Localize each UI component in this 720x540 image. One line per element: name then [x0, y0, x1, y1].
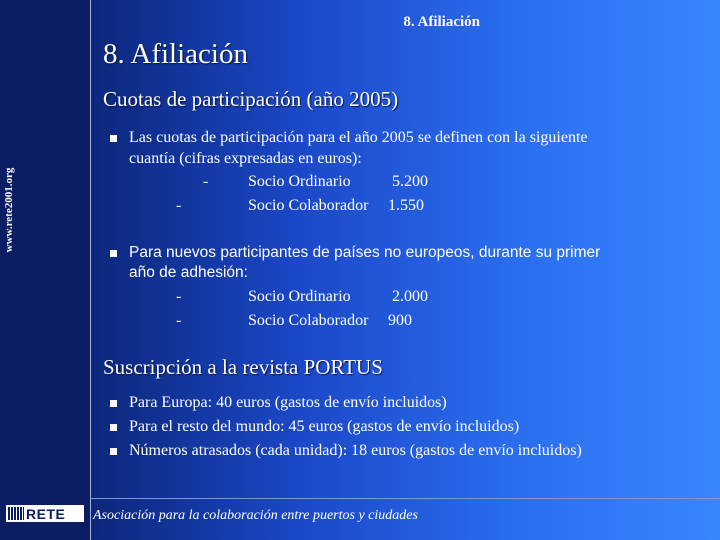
bullet1-row1-label: Socio Ordinario [248, 173, 351, 190]
section-title-portus: Suscripción a la revista PORTUS [103, 355, 383, 379]
bullet2-row1-value: 2.000 [392, 288, 428, 305]
bullet2-row2-dash: - [176, 312, 182, 329]
bullet2-row1-label: Socio Ordinario [248, 288, 351, 305]
footer-text: Asociación para la colaboración entre puertos y ciudades [93, 508, 418, 523]
bullet1-row2-dash: - [176, 197, 182, 214]
bullet1-row2-label: Socio Colaborador [248, 197, 369, 214]
bullet1-row1-value: 5.200 [392, 173, 428, 190]
portus-item: Para el resto del mundo: 45 euros (gastos de envío incluidos) [129, 418, 520, 435]
logo-text: RETE [26, 505, 66, 522]
bullet1-line1: Las cuotas de participación para el año 2005 se definen con la siguiente [129, 129, 588, 146]
website-url-text: www.rete2001.org [3, 167, 15, 253]
website-url [2, 145, 16, 275]
bullet2-line2: año de adhesión: [129, 264, 248, 281]
sidebar [0, 0, 91, 540]
rete-logo [6, 505, 84, 522]
bullet1-line2: cuantía (cifras expresadas en euros): [129, 150, 362, 167]
bullet1-row2-value: 1.550 [388, 197, 424, 214]
bullet2-row1-dash: - [176, 288, 182, 305]
bullet2-row2-value: 900 [388, 312, 412, 329]
portus-item: Números atrasados (cada unidad): 18 euros (gastos de envío incluidos) [129, 442, 582, 459]
bullet-square-icon [110, 448, 117, 455]
bullet2-line1: Para nuevos participantes de países no europeos, durante su primer [129, 244, 601, 261]
bullet-square-icon [110, 135, 117, 142]
header-title: 8. Afiliación [403, 14, 480, 30]
logo-mark-icon [8, 507, 24, 520]
footer-divider [90, 498, 720, 499]
bullet-square-icon [110, 250, 117, 257]
section-title-cuotas: Cuotas de participación (año 2005) [103, 87, 399, 111]
bullet1-row1-dash: - [203, 173, 209, 190]
bullet-square-icon [110, 400, 117, 407]
bullet-square-icon [110, 424, 117, 431]
bullet2-row2-label: Socio Colaborador [248, 312, 369, 329]
page-title: 8. Afiliación [103, 38, 248, 70]
portus-item: Para Europa: 40 euros (gastos de envío incluidos) [129, 394, 447, 411]
